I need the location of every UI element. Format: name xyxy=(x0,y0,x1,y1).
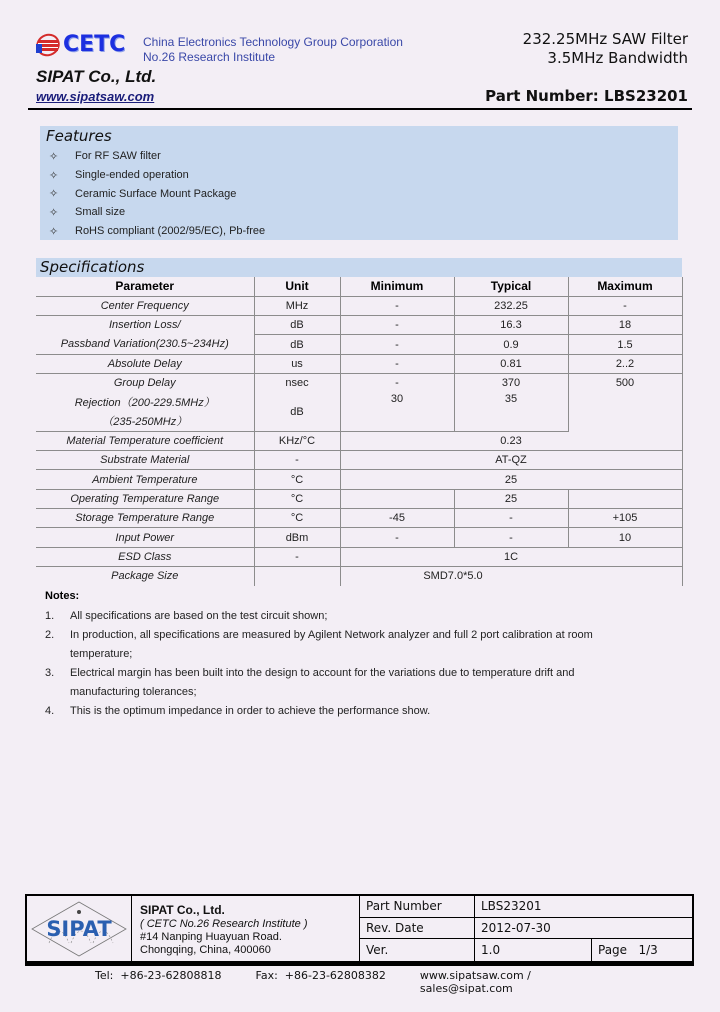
min-cell: - xyxy=(340,316,454,335)
product-title-line-1: 232.25MHz SAW Filter xyxy=(522,30,688,48)
table-row xyxy=(36,451,682,470)
website-link[interactable]: www.sipatsaw.com xyxy=(36,89,155,104)
part-number-value: LBS23201 xyxy=(475,896,692,918)
note-item xyxy=(45,702,645,721)
cetc-emblem-icon xyxy=(36,33,60,57)
web-email-link[interactable]: www.sipatsaw.com / sales@sipat.com xyxy=(419,969,531,995)
table-row xyxy=(36,354,682,373)
typ-cell: 0.9 xyxy=(454,335,568,354)
unit-cell xyxy=(254,566,340,585)
column-header-parameter: Parameter xyxy=(36,277,254,296)
param-cell: Package Size xyxy=(111,570,179,583)
note-number: 1. xyxy=(45,610,55,622)
table-row xyxy=(36,509,682,528)
value-cell: AT-QZ xyxy=(340,451,682,470)
feature-text: Single-ended operation xyxy=(75,169,189,182)
unit-cell: - xyxy=(254,547,340,566)
unit-cell: dB xyxy=(254,393,340,432)
note-text: In production, all specifications are measured by Agilent Network analyzer and full 2 port calibration at room temperature; xyxy=(70,629,593,660)
unit-cell: KHz/°C xyxy=(254,431,340,450)
min-cell xyxy=(340,489,454,508)
note-number: 3. xyxy=(45,667,55,679)
product-title xyxy=(523,30,688,68)
product-title-line-2: 3.5MHz Bandwidth xyxy=(547,49,688,67)
cetc-logo-text: CETC xyxy=(63,32,126,57)
feature-item xyxy=(46,184,678,203)
features-section xyxy=(40,126,678,240)
features-title: Features xyxy=(46,127,112,145)
param-cell: Insertion Loss/ xyxy=(108,319,181,332)
value-cell: 1C xyxy=(340,547,682,566)
document-info-grid xyxy=(360,896,692,961)
typ-cell: - xyxy=(454,509,568,528)
unit-cell: °C xyxy=(254,489,340,508)
table-row xyxy=(36,470,682,489)
table-row xyxy=(36,528,682,547)
table-row xyxy=(36,566,682,585)
organization-name xyxy=(143,35,403,65)
footer-divider xyxy=(25,963,694,966)
notes-section xyxy=(45,588,645,721)
feature-text: Ceramic Surface Mount Package xyxy=(75,187,237,200)
max-cell: 1.5 xyxy=(568,335,682,354)
unit-cell: MHz xyxy=(254,296,340,315)
param-cell: Material Temperature coefficient xyxy=(36,431,254,450)
version-label: Ver. xyxy=(360,939,475,961)
min-cell: -45 xyxy=(340,509,454,528)
feature-item xyxy=(46,166,678,185)
rev-date-value: 2012-07-30 xyxy=(475,918,692,940)
table-header-row xyxy=(36,277,682,296)
min-cell: - xyxy=(340,296,454,315)
table-row xyxy=(36,316,682,335)
feature-text: RoHS compliant (2002/95/EC), Pb-free xyxy=(75,225,266,238)
sipat-diamond-logo-icon xyxy=(29,899,129,959)
feature-text: For RF SAW filter xyxy=(75,150,161,163)
note-text: Electrical margin has been built into the design to account for the variations due to temperature drift and manufacturing tolerances; xyxy=(70,667,575,698)
typ-cell: 232.25 xyxy=(454,296,568,315)
column-header-minimum: Minimum xyxy=(340,277,454,296)
svg-text:SIPAT: SIPAT xyxy=(46,916,112,941)
diamond-bullet-icon: ✧ xyxy=(49,206,59,219)
diamond-bullet-icon: ✧ xyxy=(49,169,59,182)
unit-cell: dB xyxy=(254,335,340,354)
unit-cell: us xyxy=(254,354,340,373)
unit-cell: dBm xyxy=(254,528,340,547)
table-row xyxy=(36,373,682,392)
column-header-maximum: Maximum xyxy=(568,277,682,296)
typ-cell: 35 xyxy=(454,393,568,432)
value-cell: SMD7.0*5.0 xyxy=(340,566,682,585)
typ-cell: 370 xyxy=(454,373,568,392)
telephone: Tel: +86-23-62808818 xyxy=(95,969,222,982)
diamond-bullet-icon: ✧ xyxy=(49,225,59,238)
note-item xyxy=(45,626,645,664)
param-cell: Ambient Temperature xyxy=(36,470,254,489)
max-cell: 500 xyxy=(568,373,682,431)
note-number: 4. xyxy=(45,705,55,717)
typ-cell: - xyxy=(454,528,568,547)
fax: Fax: +86-23-62808382 xyxy=(255,969,386,982)
value-cell: 25 xyxy=(340,470,682,489)
specifications-header xyxy=(36,258,682,277)
feature-text: Small size xyxy=(75,206,126,219)
feature-item xyxy=(46,222,678,241)
org-line-2: No.26 Research Institute xyxy=(143,50,276,64)
note-number: 2. xyxy=(45,629,55,641)
part-number-heading: Part Number: LBS23201 xyxy=(485,87,688,105)
unit-cell: dB xyxy=(254,316,340,335)
company-name: SIPAT Co., Ltd. xyxy=(36,67,157,86)
footer-box xyxy=(25,894,694,963)
diamond-bullet-icon: ✧ xyxy=(49,150,59,163)
table-row xyxy=(36,547,682,566)
diamond-bullet-icon: ✧ xyxy=(49,188,59,201)
min-cell: - xyxy=(340,373,454,392)
company-info xyxy=(132,896,360,961)
part-number-label: Part Number xyxy=(360,896,475,918)
table-row xyxy=(36,489,682,508)
max-cell: +105 xyxy=(568,509,682,528)
max-cell: - xyxy=(568,296,682,315)
param-cell: Input Power xyxy=(36,528,254,547)
unit-cell: nsec xyxy=(254,373,340,392)
column-header-typical: Typical xyxy=(454,277,568,296)
footer-address-2: Chongqing, China, 400060 xyxy=(140,944,271,956)
param-cell: ESD Class xyxy=(36,547,254,566)
param-cell: Group Delay xyxy=(113,377,176,390)
header-divider xyxy=(28,108,692,110)
table-row xyxy=(36,296,682,315)
max-cell: 2..2 xyxy=(568,354,682,373)
specifications-table xyxy=(36,277,683,586)
param-cell: （235-250MHz） xyxy=(36,412,254,431)
cetc-logo xyxy=(36,32,125,57)
contact-line xyxy=(95,969,655,995)
footer-institute: ( CETC No.26 Research Institute ) xyxy=(140,918,308,930)
typ-cell: 16.3 xyxy=(454,316,568,335)
org-line-1: China Electronics Technology Group Corporation xyxy=(143,35,403,49)
feature-item xyxy=(46,147,678,166)
max-cell: 18 xyxy=(568,316,682,335)
unit-cell: °C xyxy=(254,470,340,489)
unit-cell: °C xyxy=(254,509,340,528)
feature-item xyxy=(46,203,678,222)
min-cell: - xyxy=(340,354,454,373)
note-item xyxy=(45,607,645,626)
min-cell: - xyxy=(340,335,454,354)
table-row xyxy=(36,335,682,354)
note-text: This is the optimum impedance in order to achieve the performance show. xyxy=(70,705,431,717)
specifications-title: Specifications xyxy=(40,258,145,276)
param-cell: Absolute Delay xyxy=(36,354,254,373)
column-header-unit: Unit xyxy=(254,277,340,296)
unit-cell: - xyxy=(254,451,340,470)
typ-cell: 0.81 xyxy=(454,354,568,373)
min-cell: 30 xyxy=(340,393,454,432)
page-number: Page 1/3 xyxy=(598,943,658,958)
version-value: 1.0 xyxy=(475,939,592,961)
note-item xyxy=(45,664,645,702)
note-text: All specifications are based on the test circuit shown; xyxy=(70,610,328,622)
param-cell: Operating Temperature Range xyxy=(36,489,254,508)
rev-date-label: Rev. Date xyxy=(360,918,475,940)
table-row xyxy=(36,431,682,450)
typ-cell: 25 xyxy=(454,489,568,508)
notes-title: Notes: xyxy=(45,590,80,602)
value-cell: 0.23 xyxy=(340,431,682,450)
param-cell: Storage Temperature Range xyxy=(36,509,254,528)
param-cell: Rejection（200-229.5MHz） xyxy=(74,397,215,410)
min-cell: - xyxy=(340,528,454,547)
footer-address-1: #14 Nanping Huayuan Road. xyxy=(140,931,282,943)
max-cell xyxy=(568,489,682,508)
param-cell: Substrate Material xyxy=(36,451,254,470)
max-cell: 10 xyxy=(568,528,682,547)
param-cell: Center Frequency xyxy=(36,296,254,315)
footer-company-name: SIPAT Co., Ltd. xyxy=(140,903,225,917)
param-cell: Passband Variation(230.5~234Hz) xyxy=(36,335,254,354)
sipat-logo xyxy=(27,896,132,961)
